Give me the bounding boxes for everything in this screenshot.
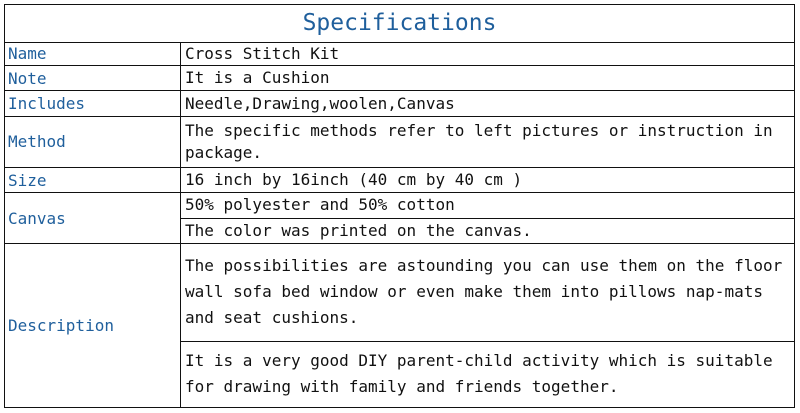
note-label: Note: [5, 66, 181, 91]
table-row-name: [5, 42, 795, 65]
canvas-label: Canvas: [5, 193, 181, 244]
table-row-size: [5, 167, 795, 192]
description-label: Description: [5, 244, 181, 408]
table-row-method: [5, 116, 795, 167]
title-row: [5, 5, 795, 43]
includes-value: Needle,Drawing,woolen,Canvas: [181, 91, 795, 116]
specifications-table: [4, 4, 795, 408]
table-title: Specifications: [5, 5, 795, 43]
table-row-canvas: [5, 193, 795, 218]
method-value: The specific methods refer to left pictures or instruction in package.: [181, 116, 795, 167]
table-row-description: [5, 244, 795, 342]
table-row-includes: [5, 91, 795, 116]
size-label: Size: [5, 167, 181, 192]
table-row-note: [5, 66, 795, 91]
canvas-value-1: 50% polyester and 50% cotton: [181, 193, 795, 218]
name-label: Name: [5, 42, 181, 65]
description-value-1: The possibilities are astounding you can use them on the floor wall sofa bed window or even make them into pillows nap-mats and seat cushions.: [181, 244, 795, 342]
size-value: 16 inch by 16inch (40 cm by 40 cm ): [181, 167, 795, 192]
method-label: Method: [5, 116, 181, 167]
canvas-value-2: The color was printed on the canvas.: [181, 218, 795, 243]
note-value: It is a Cushion: [181, 66, 795, 91]
name-value: Cross Stitch Kit: [181, 42, 795, 65]
description-value-2: It is a very good DIY parent-child activity which is suitable for drawing with family and friends together.: [181, 341, 795, 407]
includes-label: Includes: [5, 91, 181, 116]
